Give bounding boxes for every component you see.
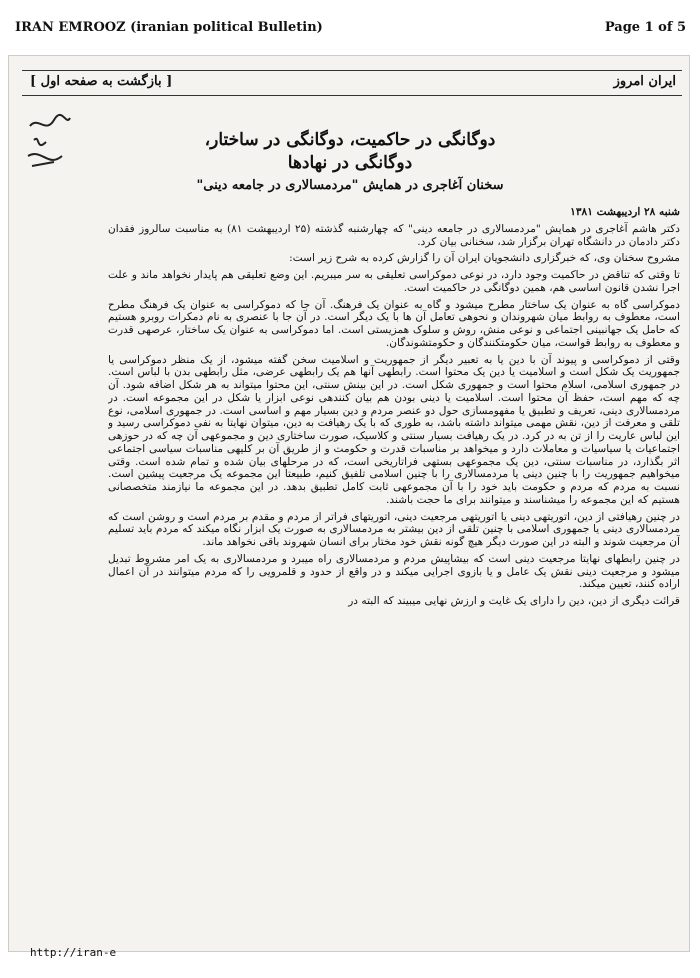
article-title-line2: دوگانگی در نهادها [287,153,413,173]
paragraph: مشروح سخنان وی، که خبرگزاری دانشجویان ایران آن را گزارش کرده به شرح زیر است: [289,252,680,265]
article-titles [80,128,620,196]
publication-header: IRAN EMROOZ (iranian political Bulletin) [15,20,323,35]
page-indicator: Page 1 of 5 [604,20,686,35]
source-name: ایران امروز [613,74,676,89]
article-body [108,206,680,886]
footer-url: http://iran-e [30,946,117,959]
article-date: شنبه ۲۸ اردیبهشت ۱۳۸۱ [570,206,680,218]
paragraph: قرائت دیگری از دین، دین را دارای یک غایت و ارزش نهایی میبیند که البته در [348,595,680,607]
article-subtitle: سخنان آغاجری در همایش "مردمسالاری در جامعه دینی" [196,178,504,193]
handwritten-signature-icon [24,112,74,182]
paragraph: دکتر هاشم آغاجری در همایش "مردمسالاری در جامعه دینی" که چهارشنبه گذشته (۲۵ اردیبهشت ۸۱) به مناسبت سالروز فقدان دکتر دادمان در دانشگاه تهران برگزار شد، سخنانی بیان کرد. [108,222,680,248]
paragraph: تا وقتی که تناقض در حاکمیت وجود دارد، در نوعی دموکراسی تعلیقی به سر میبریم. این وضع تعلیقی هم پایدار نخواهد ماند و علت اجرا نشدن قانون اساسی هم، همین دوگانگی در حاکمیت است. [108,269,680,294]
paragraph: در چنین رهیافتی از دین، اتوریتهی دینی یا اتوریتهی مرجعیت دینی، اتوریتهای فراتر از مردم و مقدم بر مردم است و روشن است که مردمسالاری دینی یا جمهوری اسلامی با چنین تلقی از دین بیشتر به مردمسالاری به صورت یک ابزار نگاه میکند که مردم باید تسلیم آن مرجعیت شوند و البته در این صورت دیگر هیچ گونه نقش خود مختار برای انسان شهروند باقی نخواهد ماند. [108,510,680,548]
paragraph: در چنین رابطهای نهایتا مرجعیت دینی است که بیشاپیش مردم و مردمسالاری راه میبرد و مردمسالاری به یک امر مشروط تبدیل میشود و مرجعیت دینی نقش یک عامل و یا بازوی اجرایی میکند و در واقع از حدود و قلمرویی را که مردم میتوانند در آن اعمال اراده کنند، تعیین میکند. [108,552,680,591]
paragraph: وقتی از دموکراسی و پیوند آن با دین یا به تعبیر دیگر از جمهوریت و اسلامیت سخن گفته میشود، از یک منظر دموکراسی یا جمهوریت یک شکل است و اسلامیت یا دین یک محتوا است. رابطهی آنها هم یک رابطهی عرضی، مثل رابطهی بدن با لباس است. در جمهوری اسلامی، اسلام محتوا است و جمهوری شکل است. در این بینش سنتی، این محتوا میتواند به هر شکل اضافه شود. آن چه که مهم است، حفظ آن محتوا است. اسلامیت یا دینی بودن هم بیان کنندهی نوعی ابزار یا شکل در این مجموعه است. در مردمسالاری دینی، تعریف و تطبیق یا مفهومسازی حول دو عنصر مردم و دین بسیار مهم و اساسی است. در جمهوری اسلامی، نوع تلقی و معرفت از دین، نقش مهمی میتواند داشته باشد، به طوری که با یک رهیافت به دین، میتوان نهایتا به نفی دموکراسی رسید و این لباس عاریت را از تن به در کرد. در یک رهیافت بسیار سنتی و کلاسیک، صورت ساختاری دین و مجموعهی آن چه که در حوزهی اجتماعیات یا سیاسیات و معاملات دارد و میخواهد بر مناسبات قدرت و حکومت و از طریق آن بر کلیهی مناسبات سیاسی اجتماعی اثر بگذارد، در مناسبات سنتی، دین یک مجموعهی بستهی فراتاریخی است، که در مرحلهای بیان شده و تمام شده است. وقتی میخواهیم جمهوریت را با چنین دینی یا مردمسالاری را با چنین اسلامی تلفیق کنیم، طبیعتا این مجموعه یک مرجعیت پیشین است. نسبت به مردم که مردم و حکومت باید خود را با آن مجموعهی ثابت کامل تطبیق بدهد. در این مجموعه ما نیازمند متخصصانی هستیم که این مجموعه را میشناسند و میتوانند برای ما حجت باشند. [108,353,680,506]
back-to-home-link[interactable]: [ بازگشت به صفحه اول ] [30,74,173,89]
article-title-line1: دوگانگی در حاکمیت، دوگانگی در ساختار، [204,130,496,150]
nav-bar [22,70,682,96]
paragraph: دموکراسی گاه به عنوان یک ساختار مطرح میشود و گاه به عنوان یک فرهنگ. آن جا که دموکراسی به عنوان یک فرهنگ مطرح است، معطوف به روابط میان شهروندان و نحوهی تعامل آن ها با یک دیگر است. در آن جا با عنصری به نام دمکرات روبرو هستیم که حامل یک جهانبینی اجتماعی و نوعی منش، روش و سلوک همزیستی است. اما دموکراسی به عنوان یک ساختار، عرصهی قدرت و معطوف به روابط قواست، میان حکومتکنندگان و حکومتشوندگان. [108,298,680,349]
